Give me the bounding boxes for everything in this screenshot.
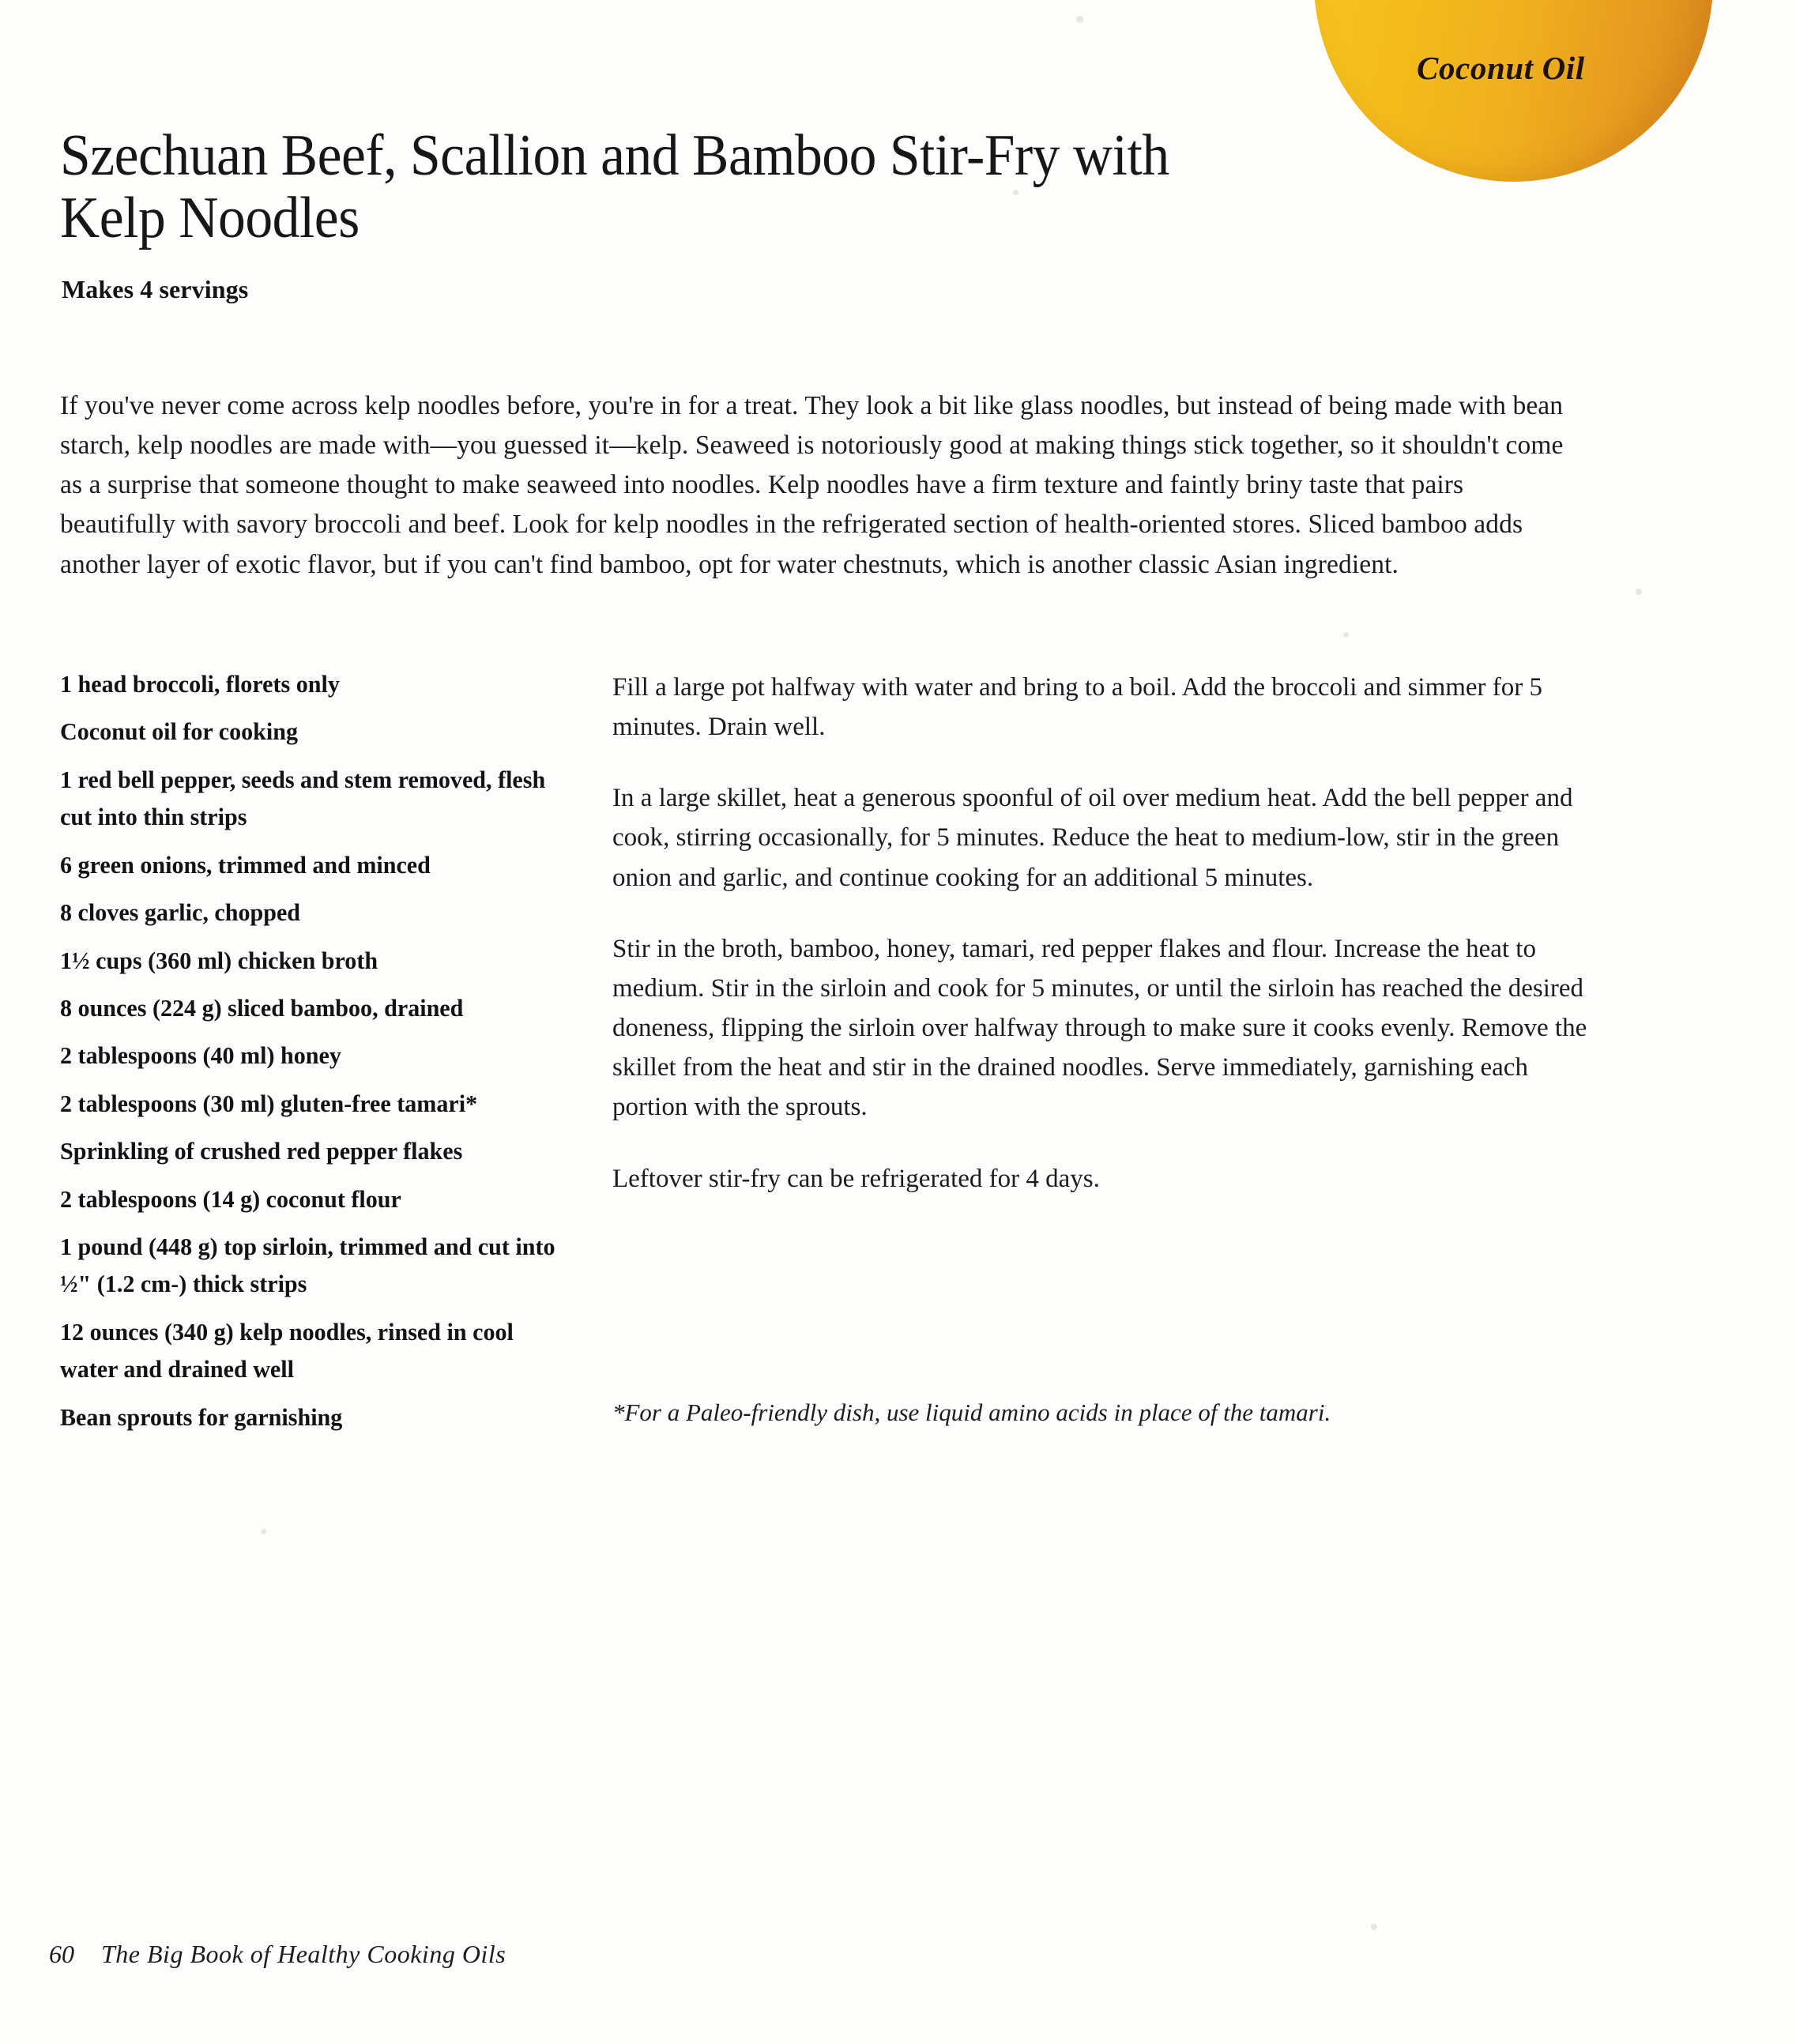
scan-speck xyxy=(1076,16,1083,23)
scan-speck xyxy=(1371,1924,1377,1930)
ingredient-item: 1 head broccoli, florets only xyxy=(60,670,340,698)
ingredient-item: Bean sprouts for garnishing xyxy=(60,1402,343,1431)
scan-speck xyxy=(1013,190,1018,195)
ingredient-item: 6 green onions, trimmed and minced xyxy=(60,850,431,879)
ingredient-item: 2 tablespoons (14 g) coconut flour xyxy=(60,1184,401,1213)
ingredient-item: 2 tablespoons (30 ml) gluten-free tamari* xyxy=(60,1089,478,1117)
ingredient-item: 1½ cups (360 ml) chicken broth xyxy=(60,946,378,974)
servings-label: Makes 4 servings xyxy=(62,275,249,303)
ingredient-item: 2 tablespoons (40 ml) honey xyxy=(60,1041,341,1070)
instruction-step: Fill a large pot halfway with water and bring to a boil. Add the broccoli and simmer for 5 minutes. Drain well. xyxy=(612,673,1543,742)
ingredient-item: 8 cloves garlic, chopped xyxy=(60,898,301,927)
recipe-footnote: *For a Paleo-friendly dish, use liquid amino acids in place of the tamari. xyxy=(612,1398,1331,1426)
page-footer xyxy=(49,1940,506,1969)
recipe-title: Szechuan Beef, Scallion and Bamboo Stir-Fry with Kelp Noodles xyxy=(60,122,1169,251)
instruction-step: Leftover stir-fry can be refrigerated for 4 days. xyxy=(612,1164,1100,1193)
instruction-step: In a large skillet, heat a generous spoonful of oil over medium heat. Add the bell pepper and cook, stirring occasionally, for 5 minutes. Reduce the heat to medium-low, stir in the green onion and garlic, and continue cooking for an additional 5 minutes. xyxy=(612,784,1573,892)
instructions-list xyxy=(612,668,1592,1199)
coconut-oil-badge-circle xyxy=(1314,0,1713,182)
footer-page-number: 60 xyxy=(49,1940,74,1968)
ingredients-list xyxy=(60,665,585,1446)
coconut-oil-badge-label: Coconut Oil xyxy=(1417,50,1585,86)
ingredient-item: 1 red bell pepper, seeds and stem removed, flesh cut into thin strips xyxy=(60,765,546,831)
ingredient-item: 8 ounces (224 g) sliced bamboo, drained xyxy=(60,993,464,1022)
footer-book-title: The Big Book of Healthy Cooking Oils xyxy=(101,1940,506,1968)
scan-speck xyxy=(1343,632,1349,638)
ingredient-item: 12 ounces (340 g) kelp noodles, rinsed in cool water and drained well xyxy=(60,1317,514,1383)
scan-speck xyxy=(261,1529,266,1534)
recipe-intro-paragraph: If you've never come across kelp noodles before, you're in for a treat. They look a bit like glass noodles, but instead of being made with bean starch, kelp noodles are made with—you guessed it—kelp. Seaweed is notoriously good at making things stick together, so it shouldn't come as a surprise that someone thought to make seaweed into noodles. Kelp noodles have a firm texture and faintly briny taste that pairs beautifully with savory broccoli and beef. Look for kelp noodles in the refrigerated section of health-oriented stores. Sliced bamboo adds another layer of exotic flavor, but if you can't find bamboo, opt for water chestnuts, which is another classic Asian ingredient. xyxy=(60,390,1564,579)
instruction-step: Stir in the broth, bamboo, honey, tamari, red pepper flakes and flour. Increase the heat to medium. Stir in the sirloin and cook for 5 minutes, or until the sirloin has reached the desired doneness, flipping the sirloin over halfway through to make sure it cooks evenly. Remove the skillet from the heat and stir in the drained noodles. Serve immediately, garnishing each portion with the sprouts. xyxy=(612,934,1587,1122)
ingredient-item: Coconut oil for cooking xyxy=(60,717,299,746)
ingredient-item: 1 pound (448 g) top sirloin, trimmed and cut into ½" (1.2 cm-) thick strips xyxy=(60,1233,555,1298)
scan-speck xyxy=(1636,589,1642,595)
ingredient-item: Sprinkling of crushed red pepper flakes xyxy=(60,1137,463,1165)
